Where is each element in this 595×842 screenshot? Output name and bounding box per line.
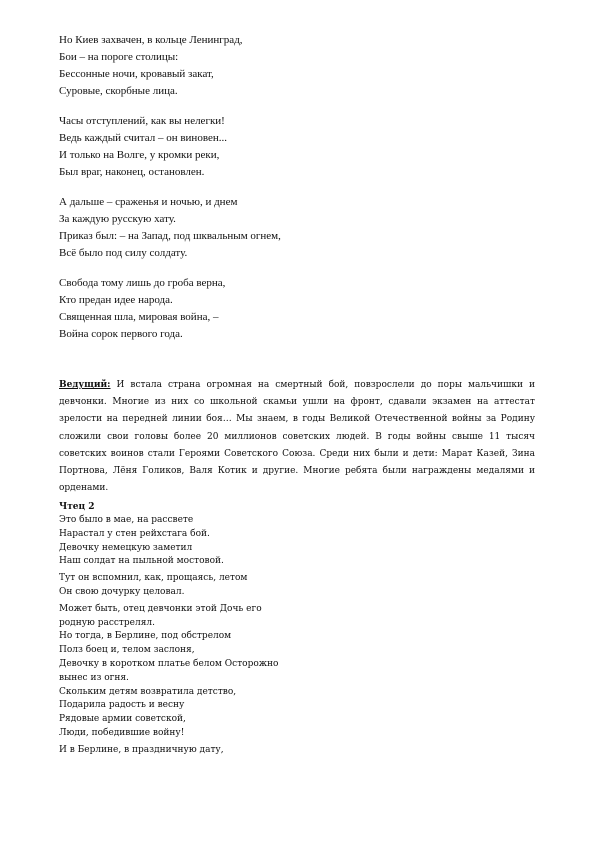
reader-line: И в Берлине, в праздничную дату,: [59, 744, 224, 755]
narrator-paragraph: [59, 377, 535, 497]
poem-stanza: [59, 32, 539, 100]
reader-line: Тут он вспомнил, как, прощаясь, летом: [59, 573, 248, 584]
reader-line: Девочку в коротком платье белом Осторожно: [59, 658, 279, 669]
reader-line: Наш солдат на пыльной мостовой.: [59, 556, 224, 567]
narrator-speaker-label: Ведущий:: [59, 380, 111, 390]
poem-line: Священная шла, мировая война, –: [59, 311, 219, 323]
reader-line: Люди, победившие войну!: [59, 727, 185, 738]
poem-line: Часы отступлений, как вы нелегки!: [59, 115, 225, 127]
poem-stanza: [59, 194, 539, 262]
reader-line: Скольким детям возвратила детство,: [59, 686, 237, 697]
reader-line: Полз боец и, телом заслоня,: [59, 645, 195, 656]
poem-line: Свобода тому лишь до гроба верна,: [59, 277, 226, 289]
poem-line: Бои – на пороге столицы:: [59, 51, 179, 63]
reader-line: Но тогда, в Берлине, под обстрелом: [59, 631, 232, 642]
poem-line: Кто предан идее народа.: [59, 294, 173, 306]
reader-line: Девочку немецкую заметил: [59, 542, 193, 553]
poem-line: Война сорок первого года.: [59, 328, 183, 340]
poem-stanza: [59, 275, 539, 343]
poem-line: Но Киев захвачен, в кольце Ленинград,: [59, 34, 243, 46]
reader-line: родную расстрелял.: [59, 617, 155, 628]
reader-line: Может быть, отец девчонки этой Дочь его: [59, 603, 262, 614]
poem-line: За каждую русскую хату.: [59, 213, 176, 225]
poem-line: И только на Волге, у кромки реки,: [59, 149, 220, 161]
reader-line: Нарастал у стен рейхстага бой.: [59, 528, 210, 539]
reader-line: Он свою дочурку целовал.: [59, 586, 185, 597]
poem-line: Всё было под силу солдату.: [59, 247, 188, 259]
reader-line: Рядовые армии советской,: [59, 714, 186, 725]
narrator-text: И встала страна огромная на смертный бой, повзрослели до поры мальчишки и девчонки. Многие из них со школьной скамьи ушли на фронт, сдавали экзамен на аттестат зрелости на передней линии боя… Мы знаем, в годы Великой Отечественной войны за Родину сложили свои головы более 20 миллионов советских людей. В годы войны свыше 11 тысяч советских воинов стали Героями Советского Союза. Среди них были и дети: Марат Казей, Зина Портнова, Лёня Голиков, Валя Котик и другие. Многие ребята были награждены медалями и орденами.: [59, 380, 535, 494]
poem-line: Суровые, скорбные лица.: [59, 85, 178, 97]
poem-line: Приказ был: – на Запад, под шквальным огнем,: [59, 230, 281, 242]
poem-line: Бессонные ночи, кровавый закат,: [59, 68, 214, 80]
poem-stanza: [59, 113, 539, 181]
poem-line: Ведь каждый считал – он виновен...: [59, 132, 227, 144]
reader-heading: Чтец 2: [59, 502, 95, 512]
reader-line: вынес из огня.: [59, 672, 129, 683]
poem-line: А дальше – сраженья и ночью, и днем: [59, 196, 238, 208]
poem-line: Был враг, наконец, остановлен.: [59, 166, 205, 178]
reader-section: [59, 500, 539, 758]
reader-line: Подарила радость и весну: [59, 700, 185, 711]
reader-line: Это было в мае, на рассвете: [59, 515, 194, 525]
